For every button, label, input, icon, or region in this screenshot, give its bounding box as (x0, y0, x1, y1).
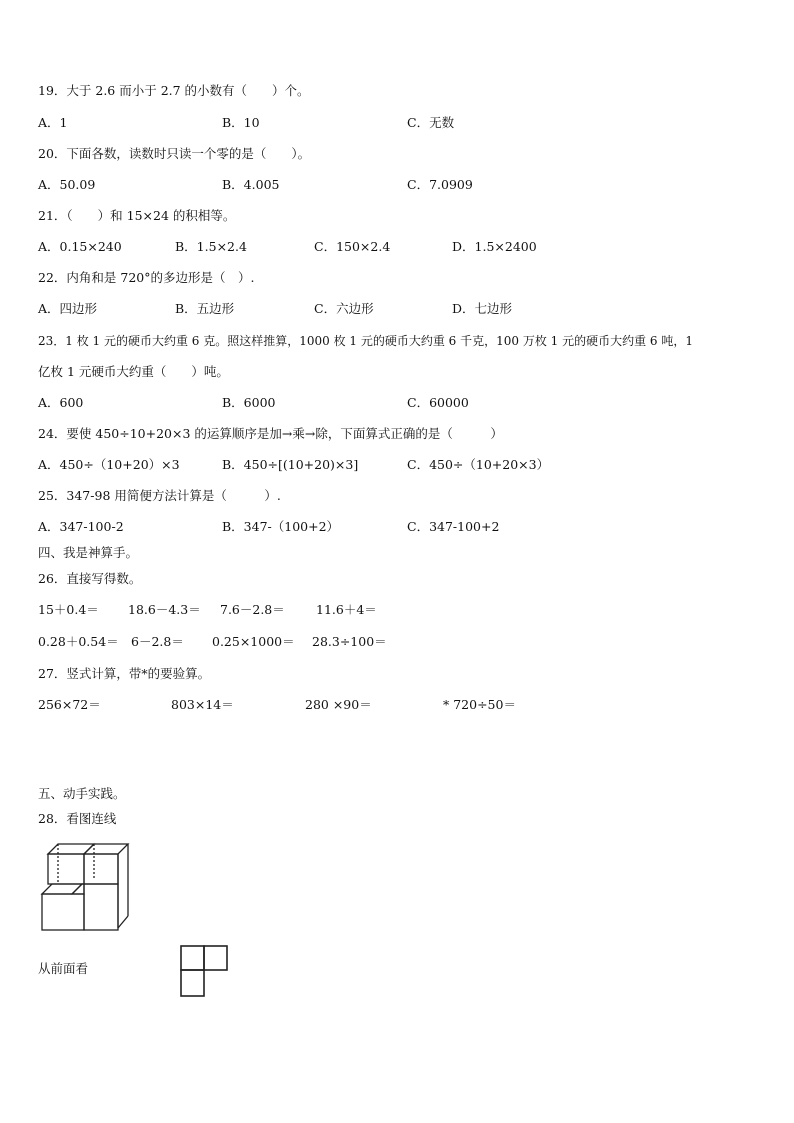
q23-option-b: B．6000 (222, 395, 276, 410)
q27-item: 256×72＝ (38, 697, 101, 712)
q26-item: 6－2.8＝ (131, 634, 184, 649)
q22-option-a: A．四边形 (38, 301, 98, 316)
cube-stack-figure (36, 836, 132, 936)
q19-option-b: B．10 (222, 115, 260, 130)
q21-option-b: B．1.5×2.4 (175, 239, 247, 254)
front-view-label: 从前面看 (38, 961, 89, 976)
q28-stem: 28．看图连线 (38, 811, 117, 826)
q26-item: 0.28＋0.54＝ (38, 634, 119, 649)
q25-option-b: B．347-（100+2） (222, 519, 340, 534)
q26-item: 18.6－4.3＝ (128, 602, 201, 617)
q24-option-c: C．450÷（10+20×3） (407, 457, 550, 472)
q20-stem: 20．下面各数，读数时只读一个零的是（ ）。 (38, 146, 311, 161)
q19-stem: 19．大于 2.6 而小于 2.7 的小数有（ ）个。 (38, 83, 310, 98)
q22-option-b: B．五边形 (175, 301, 235, 316)
q21-option-c: C．150×2.4 (314, 239, 391, 254)
q20-option-c: C．7.0909 (407, 177, 473, 192)
q26-item: 15＋0.4＝ (38, 602, 99, 617)
q23-stem-line2: 亿枚 1 元硬币大约重（ ）吨。 (38, 364, 229, 379)
q22-option-d: D．七边形 (452, 301, 513, 316)
q24-option-a: A．450÷（10+20）×3 (38, 457, 180, 472)
q20-option-b: B．4.005 (222, 177, 280, 192)
q21-option-d: D．1.5×2400 (452, 239, 537, 254)
q25-stem: 25．347-98 用简便方法计算是（ ）. (38, 488, 281, 503)
q27-item: 803×14＝ (171, 697, 234, 712)
q25-option-a: A．347-100-2 (38, 519, 124, 534)
section4-title: 四、我是神算手。 (38, 545, 139, 560)
q23-stem-line1: 23．1 枚 1 元的硬币大约重 6 克。照这样推算，1000 枚 1 元的硬币大约重 6 千克，100 万枚 1 元的硬币大约重 6 吨，1 (38, 334, 694, 348)
q27-item: * 720÷50＝ (443, 697, 516, 712)
q20-option-a: A．50.09 (38, 177, 96, 192)
q26-item: 28.3÷100＝ (312, 634, 387, 649)
q26-stem: 26．直接写得数。 (38, 571, 142, 586)
q21-stem: 21．（ ）和 15×24 的积相等。 (38, 208, 236, 223)
q22-option-c: C．六边形 (314, 301, 374, 316)
q22-stem: 22．内角和是 720°的多边形是（ ）. (38, 270, 255, 285)
q25-option-c: C．347-100+2 (407, 519, 500, 534)
q24-option-b: B．450÷[(10+20)×3] (222, 457, 359, 472)
q26-item: 0.25×1000＝ (212, 634, 295, 649)
q26-item: 7.6－2.8＝ (220, 602, 285, 617)
q21-option-a: A．0.15×240 (38, 239, 122, 254)
q19-option-c: C．无数 (407, 115, 455, 130)
q26-item: 11.6＋4＝ (316, 602, 377, 617)
q23-option-a: A．600 (38, 395, 84, 410)
q19-option-a: A．1 (38, 115, 68, 130)
front-view-grid (179, 944, 231, 1000)
q27-stem: 27．竖式计算，带*的要验算。 (38, 666, 211, 681)
q27-item: 280 ×90＝ (305, 697, 372, 712)
q23-option-c: C．60000 (407, 395, 469, 410)
section5-title: 五、动手实践。 (38, 786, 126, 801)
q24-stem: 24．要使 450÷10+20×3 的运算顺序是加→乘→除，下面算式正确的是（ ） (38, 426, 503, 441)
